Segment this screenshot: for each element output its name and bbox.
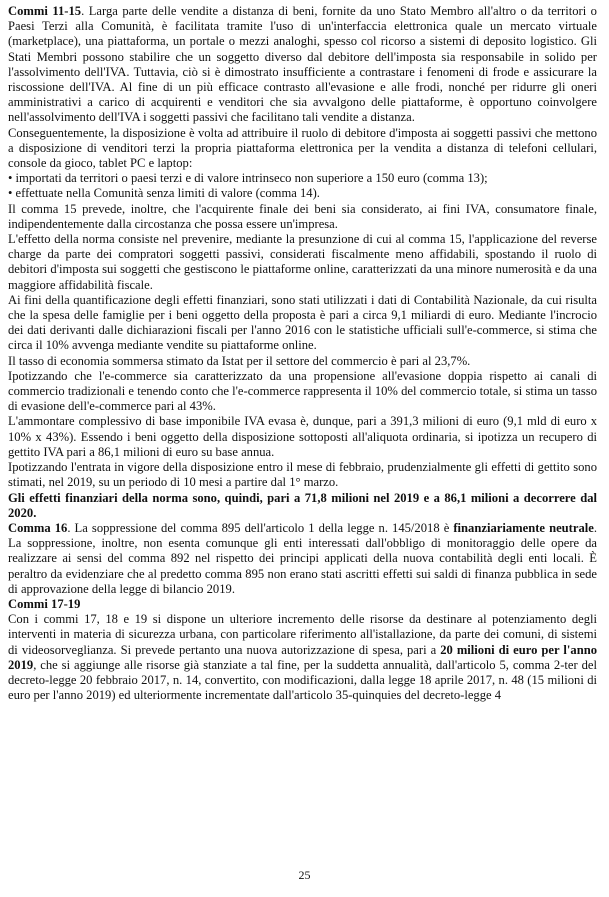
paragraph-commi-11-15 xyxy=(8,4,597,126)
section-label-commi-11-15: Commi 11-15 xyxy=(8,4,82,18)
paragraph-text: , che si aggiunge alle risorse già stanziate a tal fine, per la suddetta annualità, dall'articolo 5, comma 2-ter del decreto-legge 20 febbraio 2017, n. 14, convertito, con modificazioni, dalla legge 18 aprile 2017, n. 48 (15 milioni di euro per l'anno 2019) ed ulteriormente incrementate dall'articolo 35-quinquies del decreto-legge 4 xyxy=(8,657,597,703)
paragraph-effetti-finanziari: Gli effetti finanziari della norma sono, quindi, pari a 71,8 milioni nel 2019 e a 86,1 milioni a decorrere dal 2020. xyxy=(8,490,597,520)
bullet-list xyxy=(8,171,597,201)
paragraph-text: . La soppressione del comma 895 dell'articolo 1 della legge n. 145/2018 è xyxy=(67,520,454,535)
paragraph-text: . La soppressione, inoltre, non esenta comunque gli enti interessati dall'obbligo di monitoraggio delle opere da realizzare ai sensi del comma 892 nel rispetto dei principi applicati della nuova contabilità degli enti locali. È peraltro da evidenziare che al predetto comma 895 non erano stati ascritti effetti sui saldi di finanza pubblica in sede di approvazione della legge di bilancio 2019. xyxy=(8,520,597,596)
paragraph-conseguentemente: Conseguentemente, la disposizione è volta ad attribuire il ruolo di debitore d'imposta ai soggetti passivi che mettono a disposizione di venditori terzi la propria piattaforma elettronica per la vendita a distanza di telefoni cellulari, console da gioco, tablet PC e laptop: xyxy=(8,125,597,171)
paragraph-ipotizzando-ecommerce: Ipotizzando che l'e-commerce sia caratterizzato da una propensione all'evasione doppia rispetto ai canali di commercio tradizionali e tenendo conto che l'e-commerce rappresenta il 10% del commercio totale, si stima un tasso di evasione dell'e-commerce pari al 43%. xyxy=(8,368,597,414)
paragraph-commi-17-19 xyxy=(8,612,597,703)
paragraph-comma-15: Il comma 15 prevede, inoltre, che l'acquirente finale dei beni sia considerato, ai fini IVA, consumatore finale, indipendentemente dalla circostanza che possa essere un'impresa. xyxy=(8,201,597,231)
bold-phrase: finanziariamente neutrale xyxy=(453,520,594,535)
paragraph-effetto-norma: L'effetto della norma consiste nel prevenire, mediante la presunzione di cui al comma 15, l'applicazione del reverse charge da parte dei compratori soggetti passivi, considerati fiscalmente meno affidabili, spostando il ruolo di debitori d'imposta sui soggetti che gestiscono le piattaforme online, caratterizzati da una minore numerosità e da una maggiore affidabilità fiscale. xyxy=(8,232,597,292)
section-label-comma-16: Comma 16 xyxy=(8,520,68,535)
paragraph-entrata-in-vigore: Ipotizzando l'entrata in vigore della disposizione entro il mese di febbraio, prudenzialmente gli effetti di gettito sono stimati, nel 2019, su un periodo di 10 mesi a partire dal 1° marzo. xyxy=(8,460,597,490)
bold-phrase: 20 milioni di euro per l'anno 2019 xyxy=(8,642,597,672)
bullet-item: • importati da territori o paesi terzi e di valore intrinseco non superiore a 150 euro (comma 13); xyxy=(8,171,488,186)
paragraph-tasso-economia: Il tasso di economia sommersa stimato da Istat per il settore del commercio è pari al 23,7%. xyxy=(8,353,471,368)
paragraph-text: Con i commi 17, 18 e 19 si dispone un ulteriore incremento delle risorse da destinare al potenziamento degli interventi in materia di sicurezza urbana, con particolare riferimento all'istallazione, da parte dei comuni, di sistemi di videosorveglianza. Si prevede pertanto una nuova autorizzazione di spesa, pari a xyxy=(8,612,597,657)
page-number: 25 xyxy=(298,868,311,882)
section-label-commi-17-19: Commi 17-19 xyxy=(8,596,81,611)
paragraph-ammontare: L'ammontare complessivo di base imponibile IVA evasa è, dunque, pari a 391,3 milioni di euro (9,1 mld di euro x 10% x 43%). Essendo i beni oggetto della disposizione sottoposti all'aliquota ordinaria, si ipotizza un recupero di gettito IVA pari a 86,1 milioni di euro su base annua. xyxy=(8,414,597,459)
paragraph-text: . Larga parte delle vendite a distanza di beni, fornite da uno Stato Membro all'altro o da territori o Paesi Terzi alla Comunità, è facilitata tramite l'uso di un'interfaccia elettronica quale un mercato virtuale (marketplace), una piattaforma, un portale o mezzi analoghi, spesso col ricorso a sistemi di deposito logistico. Gli Stati Membri possono stabilire che un soggetto diverso dal debitore dell'imposta sia responsabile in solido per l'assolvimento dell'IVA. Tuttavia, ciò si è dimostrato insufficiente a contrastare i fenomeni di frode e assicurare la riscossione dell'IVA. Al fine di un più efficace contrasto all'evasione e alle frodi, nonché per ridurre gli oneri amministrativi a carico di acquirenti e venditori che sia avvalgono delle piattaforme, è opportuno coinvolgere nell'assolvimento dell'IVA i soggetti passivi che facilitano tali vendite a distanza. xyxy=(8,4,597,125)
bullet-item: • effettuate nella Comunità senza limiti di valore (comma 14). xyxy=(8,186,320,201)
paragraph-comma-16 xyxy=(8,521,597,597)
paragraph-quantificazione: Ai fini della quantificazione degli effetti finanziari, sono stati utilizzati i dati di Contabilità Nazionale, da cui risulta che la spesa delle famiglie per i beni oggetto della proposta è pari a circa 9,1 miliardi di euro. Mediante l'incrocio dei dati derivanti dalle dichiarazioni fiscali per l'anno 2016 con le statistiche ufficiali sull'e-commerce, si stima che circa il 10% avvenga mediante vendite su piattaforme online. xyxy=(8,292,597,353)
